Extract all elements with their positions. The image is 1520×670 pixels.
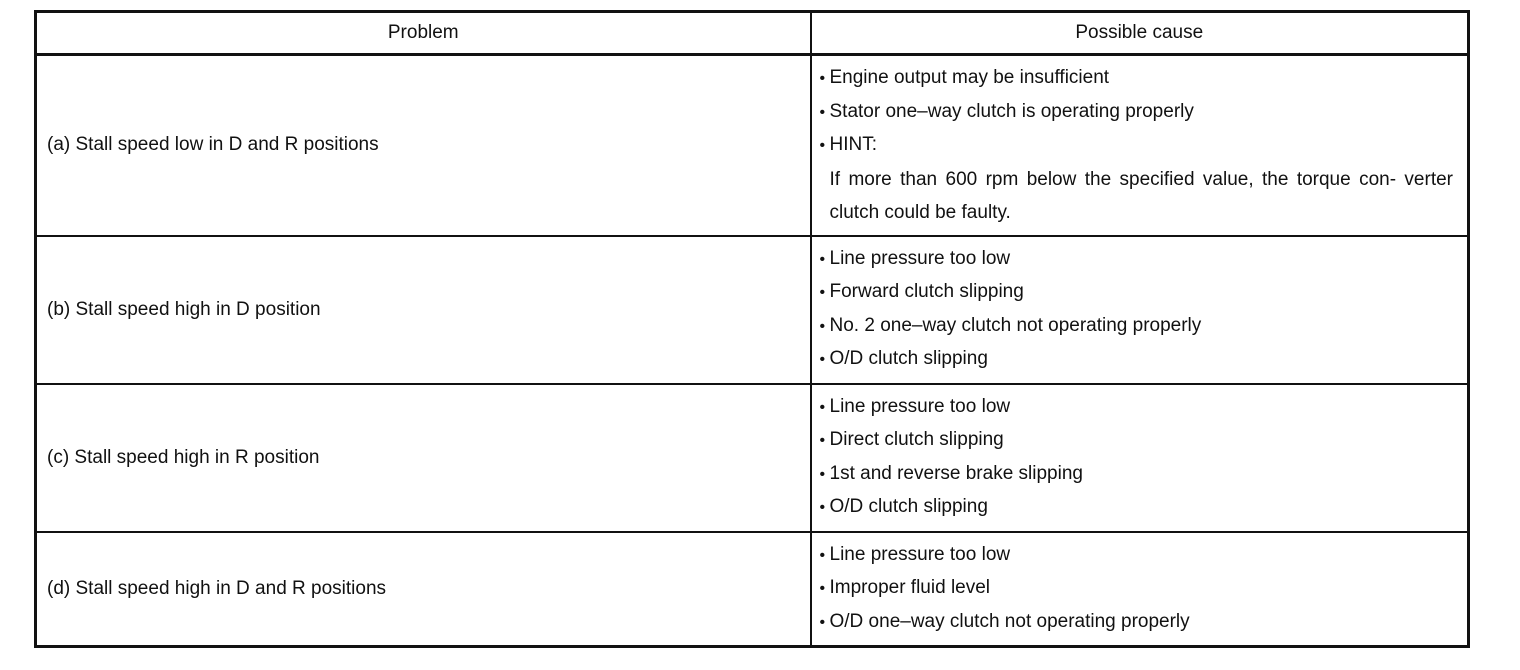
bullet-icon: • (819, 613, 826, 631)
bullet-icon: • (819, 103, 826, 121)
stall-test-table (34, 10, 1470, 648)
cause-item (820, 424, 1454, 458)
bullet-icon: • (819, 351, 826, 368)
cause-cell (811, 532, 1469, 647)
cause-item (820, 391, 1454, 425)
bullet-icon: • (819, 398, 826, 416)
problem-cell: (a) Stall speed low in D and R positions (36, 55, 811, 236)
cause-text: O/D clutch slipping (829, 348, 988, 369)
cause-list (820, 62, 1454, 163)
table-row (36, 384, 1469, 532)
bullet-icon: • (819, 284, 826, 301)
header-row (36, 12, 1469, 55)
cause-text: Direct clutch slipping (829, 429, 1004, 450)
cause-text: Engine output may be insufficient (829, 67, 1110, 88)
cause-text: O/D clutch slipping (829, 496, 988, 517)
problem-column-header: Problem (36, 12, 811, 55)
cause-item (820, 96, 1454, 130)
bullet-icon: • (819, 432, 826, 449)
table-row (36, 55, 1469, 236)
bullet-icon: • (819, 70, 826, 87)
cause-item (820, 62, 1454, 96)
bullet-icon: • (819, 250, 826, 268)
cause-text: Forward clutch slipping (829, 281, 1024, 302)
table-row (36, 532, 1469, 647)
cause-item (820, 491, 1454, 525)
cause-text: Line pressure too low (829, 543, 1011, 565)
cause-cell (811, 55, 1469, 236)
hint-text: If more than 600 rpm below the specified value, the torque con- verter clutch could be faulty. (829, 168, 1453, 223)
cause-item (820, 343, 1454, 377)
bullet-icon: • (819, 137, 826, 154)
cause-list (820, 243, 1454, 377)
cause-cell (811, 236, 1469, 384)
cause-list (820, 391, 1454, 525)
bullet-icon: • (819, 499, 826, 516)
cause-text: Improper fluid level (829, 577, 991, 598)
bullet-icon: • (819, 546, 826, 564)
cause-text: Line pressure too low (829, 247, 1011, 269)
bullet-icon: • (819, 465, 826, 483)
cause-item (820, 310, 1454, 344)
cause-text: 1st and reverse brake slipping (829, 462, 1083, 484)
problem-cell: (d) Stall speed high in D and R positions (36, 532, 811, 647)
cause-item (820, 572, 1454, 606)
cause-item (820, 276, 1454, 310)
problem-cell: (b) Stall speed high in D position (36, 236, 811, 384)
cause-item (820, 606, 1454, 640)
bullet-icon: • (819, 317, 826, 335)
cause-list (820, 539, 1454, 640)
cause-item (820, 539, 1454, 573)
table-row (36, 236, 1469, 384)
cause-text: No. 2 one–way clutch not operating properly (829, 314, 1202, 336)
cause-text: O/D one–way clutch not operating properly (829, 610, 1190, 632)
cause-text: Line pressure too low (829, 395, 1011, 417)
bullet-icon: • (819, 580, 826, 597)
cause-text: Stator one–way clutch is operating properly (829, 100, 1194, 122)
cause-column-header: Possible cause (811, 12, 1469, 55)
cause-text: HINT: (829, 134, 877, 155)
cause-item (820, 129, 1454, 163)
cause-item (820, 458, 1454, 492)
cause-item (820, 243, 1454, 277)
problem-cell: (c) Stall speed high in R position (36, 384, 811, 532)
cause-cell (811, 384, 1469, 532)
